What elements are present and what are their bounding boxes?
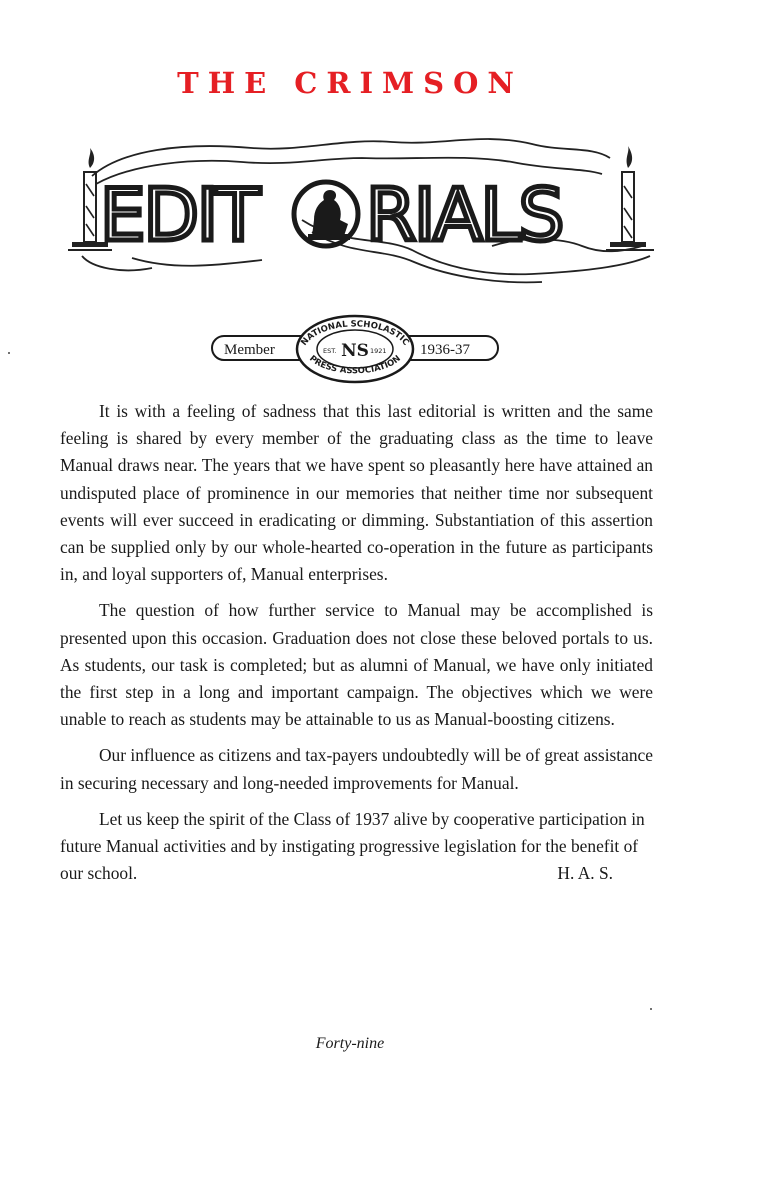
seal-est: EST. [323,347,337,355]
press-association-badge [210,314,500,384]
print-speck [8,352,10,354]
editorial-paragraph: Our influence as citizens and tax-payers undoubtedly will be of great assistance in securing necessary and long-needed improvements for Manual. [60,745,653,793]
seal-bottom-text: PRESS ASSOCIATION [307,353,403,377]
seal-year: 1921 [370,347,387,355]
editorial-body [60,398,653,896]
banner-title-left: EDIT [100,173,259,257]
editorial-closing-paragraph [60,806,653,888]
nspa-seal-icon [297,316,413,382]
print-speck [650,1008,652,1010]
seal-top-text: NATIONAL SCHOLASTIC [299,319,411,348]
closing-text: Let us keep the spirit of the Class of 1937 alive by cooperative participation in future Manual activities and by instigating progressive legislation for the benefit of our school. [60,808,645,884]
author-initials: H. A. S. [557,863,613,884]
banner-title-right: RIALS [366,173,563,257]
member-label: Member [224,342,275,358]
publication-title: THE CRIMSON [177,66,523,100]
thinker-emblem-icon [294,182,358,246]
editorials-banner [62,128,662,286]
membership-years: 1936-37 [420,342,470,358]
right-candle-icon [606,146,654,250]
editorial-paragraph: It is with a feeling of sadness that this last editorial is written and the same feeling is shared by every member of the graduating class as the time to leave Manual draws near. The years that we have spent so pleasantly here have attained an undisputed place of prominence in our memories that neither time nor subsequent events will ever succeed in eradicating or dimming. Substantiation of this assertion can be supplied only by our whole-hearted co-operation in the future as participants in, and loyal supporters of, Manual enterprises. [60,401,653,585]
editorial-paragraph: The question of how further service to Manual may be accomplished is presented upon this occasion. Graduation does not close these beloved portals to us. As students, our task is completed; but as alumni of Manual, we have only initiated the first step in a long and important campaign. The objectives which we were unable to reach as students may be attainable to us as Manual-boosting citizens. [60,600,653,730]
seal-monogram: NS [341,341,369,361]
page-number: Forty-nine [315,1035,385,1052]
